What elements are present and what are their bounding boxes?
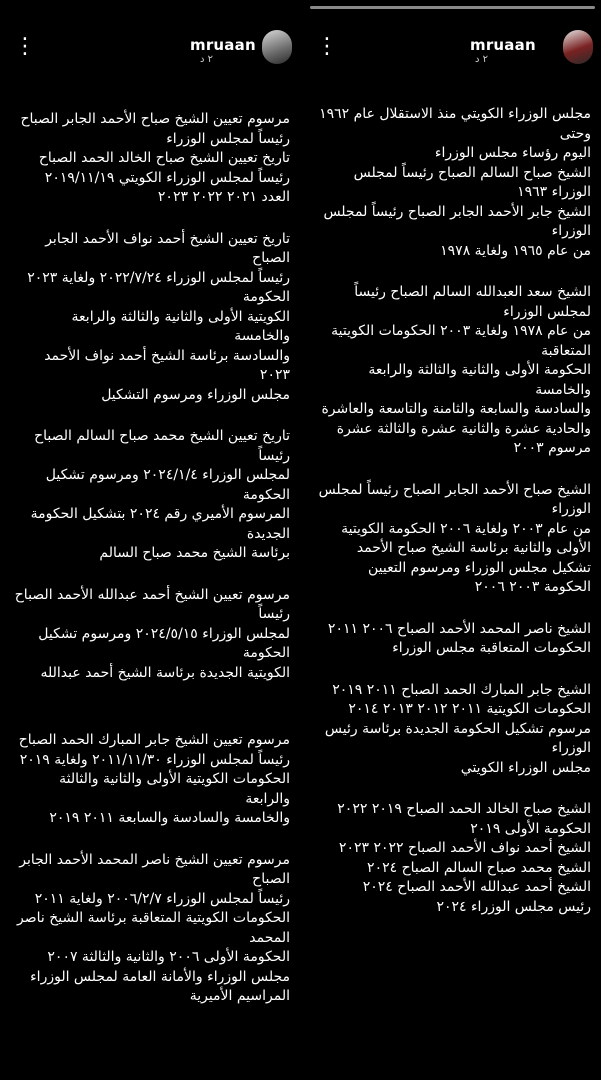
post-author-name[interactable]: mruaan xyxy=(190,36,256,54)
post-paragraph: تاريخ تعيين الشيخ محمد صباح السالم الصباح رئيساً لمجلس الوزراء ٢٠٢٤/١/٤ ومرسوم تشكيل الحكومة المرسوم الأميري رقم ٢٠٢٤ بتشكيل الحكومة الجديدة برئاسة الشيخ محمد صباح السالم xyxy=(30,428,290,561)
post-header xyxy=(0,24,300,74)
post-header xyxy=(300,24,601,74)
post-time: ٢ د xyxy=(475,54,489,65)
post-paragraph: الشيخ صباح الأحمد الجابر الصباح رئيساً لمجلس الوزراء من عام ٢٠٠٣ ولغاية ٢٠٠٦ الحكومة الكويتية الأولى والثانية برئاسة الشيخ صباح الأحمد تشكيل مجلس الوزراء ومرسوم التعيين الحكومة ٢٠٠٣ ٢٠٠٦ xyxy=(318,481,591,595)
post-paragraph: تاريخ تعيين الشيخ أحمد نواف الأحمد الجابر الصباح رئيساً لمجلس الوزراء ٢٠٢٢/٧/٢٤ ولغاية ٢٠٢٣ الحكومة الكويتية الأولى والثانية والثالثة والرابعة والخامسة والسادسة برئاسة الشيخ أحمد نواف الأحمد ٢٠٢٣ مجلس الوزراء ومرسوم التشكيل xyxy=(27,230,290,403)
post-paragraph: مرسوم تعيين الشيخ ناصر المحمد الأحمد الجابر الصباح رئيساً لمجلس الوزراء ٢٠٠٦/٢/٧ ولغاية ٢٠١١ الحكومات الكويتية المتعاقبة برئاسة الشيخ ناصر المحمد الحكومة الأولى ٢٠٠٦ والثانية والثالثة ٢٠٠٧ مجلس الوزراء والأمانة العامة لمجلس الوزراء المراسيم الأميرية xyxy=(17,851,290,1004)
post-paragraph: مرسوم تعيين الشيخ صباح الأحمد الجابر الصباح رئيساً لمجلس الوزراء تاريخ تعيين الشيخ صباح الخالد الحمد الصباح رئيساً لمجلس الوزراء الكويتي ٢٠١٩/١١/١٩ العدد ٢٠٢١ ٢٠٢٢ ٢٠٢٣ xyxy=(20,111,290,205)
post-paragraph: الشيخ سعد العبدالله السالم الصباح رئيساً لمجلس الوزراء من عام ١٩٧٨ ولغاية ٢٠٠٣ الحكومات الكويتية المتعاقبة الحكومة الأولى والثانية والثالثة والرابعة والخامسة والسادسة والسابعة والثامنة والتاسعة والعاشرة والحادية عشرة والثانية عشرة والثالثة عشرة مرسوم ٢٠٠٣ xyxy=(321,284,591,456)
post-paragraph: مجلس الوزراء الكويتي منذ الاستقلال عام ١٩٦٢ وحتى اليوم رؤساء مجلس الوزراء الشيخ صباح السالم الصباح رئيساً لمجلس الوزراء ١٩٦٣ الشيخ جابر الأحمد الجابر الصباح رئيساً لمجلس الوزراء من عام ١٩٦٥ ولغاية ١٩٧٨ xyxy=(319,106,591,259)
avatar[interactable] xyxy=(262,30,292,64)
post-paragraph: مرسوم تعيين الشيخ جابر المبارك الحمد الصباح رئيساً لمجلس الوزراء ٢٠١١/١١/٣٠ ولغاية ٢٠١٩ الحكومات الكويتية الأولى والثانية والثالثة والرابعة والخامسة والسادسة والسابعة ٢٠١١ ٢٠١٩ xyxy=(18,732,290,826)
right-post-panel xyxy=(300,0,601,1080)
post-body xyxy=(12,110,290,1029)
post-author-name[interactable]: mruaan xyxy=(470,36,536,54)
left-post-panel xyxy=(0,0,300,1080)
post-paragraph: الشيخ صباح الخالد الحمد الصباح ٢٠١٩ ٢٠٢٢ الحكومة الأولى ٢٠١٩ الشيخ أحمد نواف الأحمد الصباح ٢٠٢٢ ٢٠٢٣ الشيخ محمد صباح السالم الصباح ٢٠٢٤ الشيخ أحمد عبدالله الأحمد الصباح ٢٠٢٤ رئيس مجلس الوزراء ٢٠٢٤ xyxy=(337,801,591,915)
more-options-icon[interactable]: ⋮ xyxy=(14,34,36,59)
more-options-icon[interactable]: ⋮ xyxy=(316,34,338,59)
post-paragraph: مرسوم تعيين الشيخ أحمد عبدالله الأحمد الصباح رئيساً لمجلس الوزراء ٢٠٢٤/٥/١٥ ومرسوم تشكيل الحكومة الكويتية الجديدة برئاسة الشيخ أحمد عبدالله xyxy=(14,586,290,681)
post-paragraph: الشيخ جابر المبارك الحمد الصباح ٢٠١١ ٢٠١٩ الحكومات الكويتية ٢٠١١ ٢٠١٢ ٢٠١٣ ٢٠١٤ مرسوم تشكيل الحكومة الجديدة برئاسة رئيس الوزراء مجلس الوزراء الكويتي xyxy=(324,681,591,776)
post-time: ٢ د xyxy=(200,54,214,65)
post-body xyxy=(312,105,591,939)
post-paragraph: الشيخ ناصر المحمد الأحمد الصباح ٢٠٠٦ ٢٠١١ الحكومات المتعاقبة مجلس الوزراء xyxy=(327,620,591,656)
avatar[interactable] xyxy=(563,30,593,64)
